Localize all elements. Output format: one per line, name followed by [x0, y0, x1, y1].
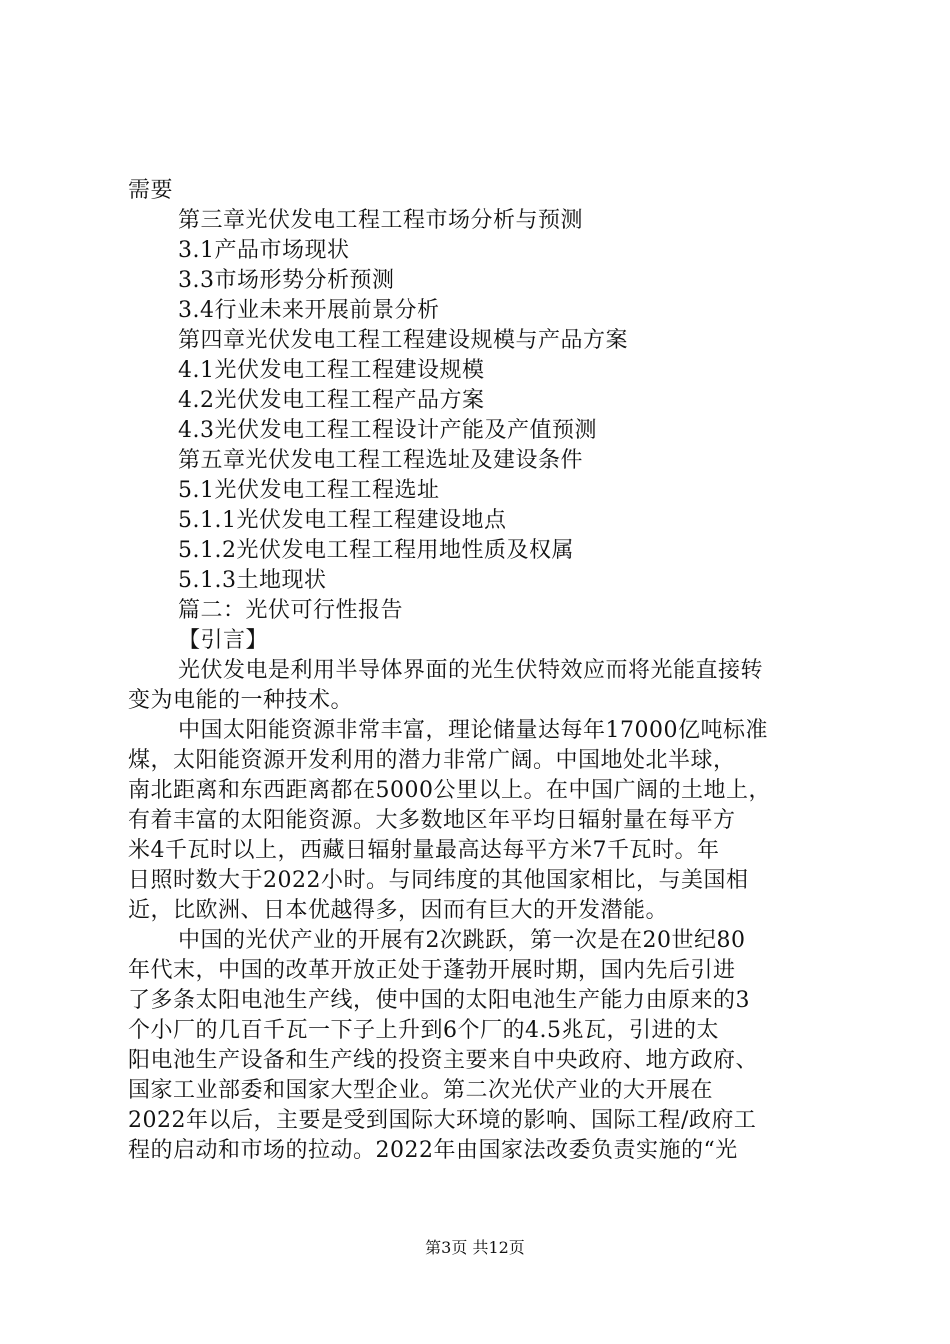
paragraph-pv-industry [128, 926, 828, 1166]
paragraph-line: 有着丰富的太阳能资源。大多数地区年平均日辐射量在每平方 [128, 808, 736, 833]
paragraph-line: 年代末，中国的改革开放正处于蓬勃开展时期，国内先后引进 [128, 958, 736, 983]
toc-item: 3.4行业未来开展前景分析 [178, 298, 440, 323]
paragraph-line: 米4千瓦时以上，西藏日辐射量最高达每平方米7千瓦时。年 [128, 838, 720, 863]
page-number-footer: 第3页 共12页 [425, 1238, 525, 1257]
paragraph-line: 煤，太阳能资源开发利用的潜力非常广阔。中国地处北半球， [128, 748, 736, 773]
toc-item: 3.3市场形势分析预测 [178, 268, 395, 293]
paragraph-line: 变为电能的一种技术。 [128, 688, 354, 713]
chapter-heading: 第四章光伏发电工程工程建设规模与产品方案 [178, 328, 629, 353]
chapter-heading: 第五章光伏发电工程工程选址及建设条件 [178, 448, 584, 473]
paragraph-line: 日照时数大于2022小时。与同纬度的其他国家相比，与美国相 [128, 868, 749, 893]
paragraph-line: 中国的光伏产业的开展有2次跳跃，第一次是在20世纪80 [178, 928, 746, 953]
toc-item: 5.1.1光伏发电工程工程建设地点 [178, 508, 507, 533]
toc-item: 4.1光伏发电工程工程建设规模 [178, 358, 485, 383]
paragraph-intro [128, 656, 828, 716]
section-heading: 【引言】 [178, 628, 269, 653]
text-line: 需要 [128, 178, 174, 203]
paragraph-line: 中国太阳能资源非常丰富，理论储量达每年17000亿吨标准 [178, 718, 768, 743]
paragraph-line: 2022年以后，主要是受到国际大环境的影响、国际工程/政府工 [128, 1108, 757, 1133]
paragraph-line: 了多条太阳电池生产线，使中国的太阳电池生产能力由原来的3 [128, 988, 750, 1013]
paragraph-line: 个小厂的几百千瓦一下子上升到6个厂的4.5兆瓦，引进的太 [128, 1018, 719, 1043]
chapter-heading: 第三章光伏发电工程工程市场分析与预测 [178, 208, 584, 233]
paragraph-line: 国家工业部委和国家大型企业。第二次光伏产业的大开展在 [128, 1078, 714, 1103]
paragraph-line: 程的启动和市场的拉动。2022年由国家法改委负责实施的“光 [128, 1138, 738, 1163]
paragraph-line: 光伏发电是利用半导体界面的光生伏特效应而将光能直接转 [178, 658, 764, 683]
paragraph-solar-resources [128, 716, 828, 926]
toc-item: 5.1.3土地现状 [178, 568, 327, 593]
paragraph-line: 阳电池生产设备和生产线的投资主要来自中央政府、地方政府、 [128, 1048, 759, 1073]
paragraph-line: 近，比欧洲、日本优越得多，因而有巨大的开发潜能。 [128, 898, 669, 923]
toc-item: 4.3光伏发电工程工程设计产能及产值预测 [178, 418, 597, 443]
toc-item: 3.1产品市场现状 [178, 238, 350, 263]
document-body [128, 176, 828, 1166]
toc-item: 4.2光伏发电工程工程产品方案 [178, 388, 485, 413]
toc-item: 5.1光伏发电工程工程选址 [178, 478, 440, 503]
section-title: 篇二：光伏可行性报告 [178, 598, 404, 623]
paragraph-line: 南北距离和东西距离都在5000公里以上。在中国广阔的土地上， [128, 778, 771, 803]
toc-item: 5.1.2光伏发电工程工程用地性质及权属 [178, 538, 574, 563]
